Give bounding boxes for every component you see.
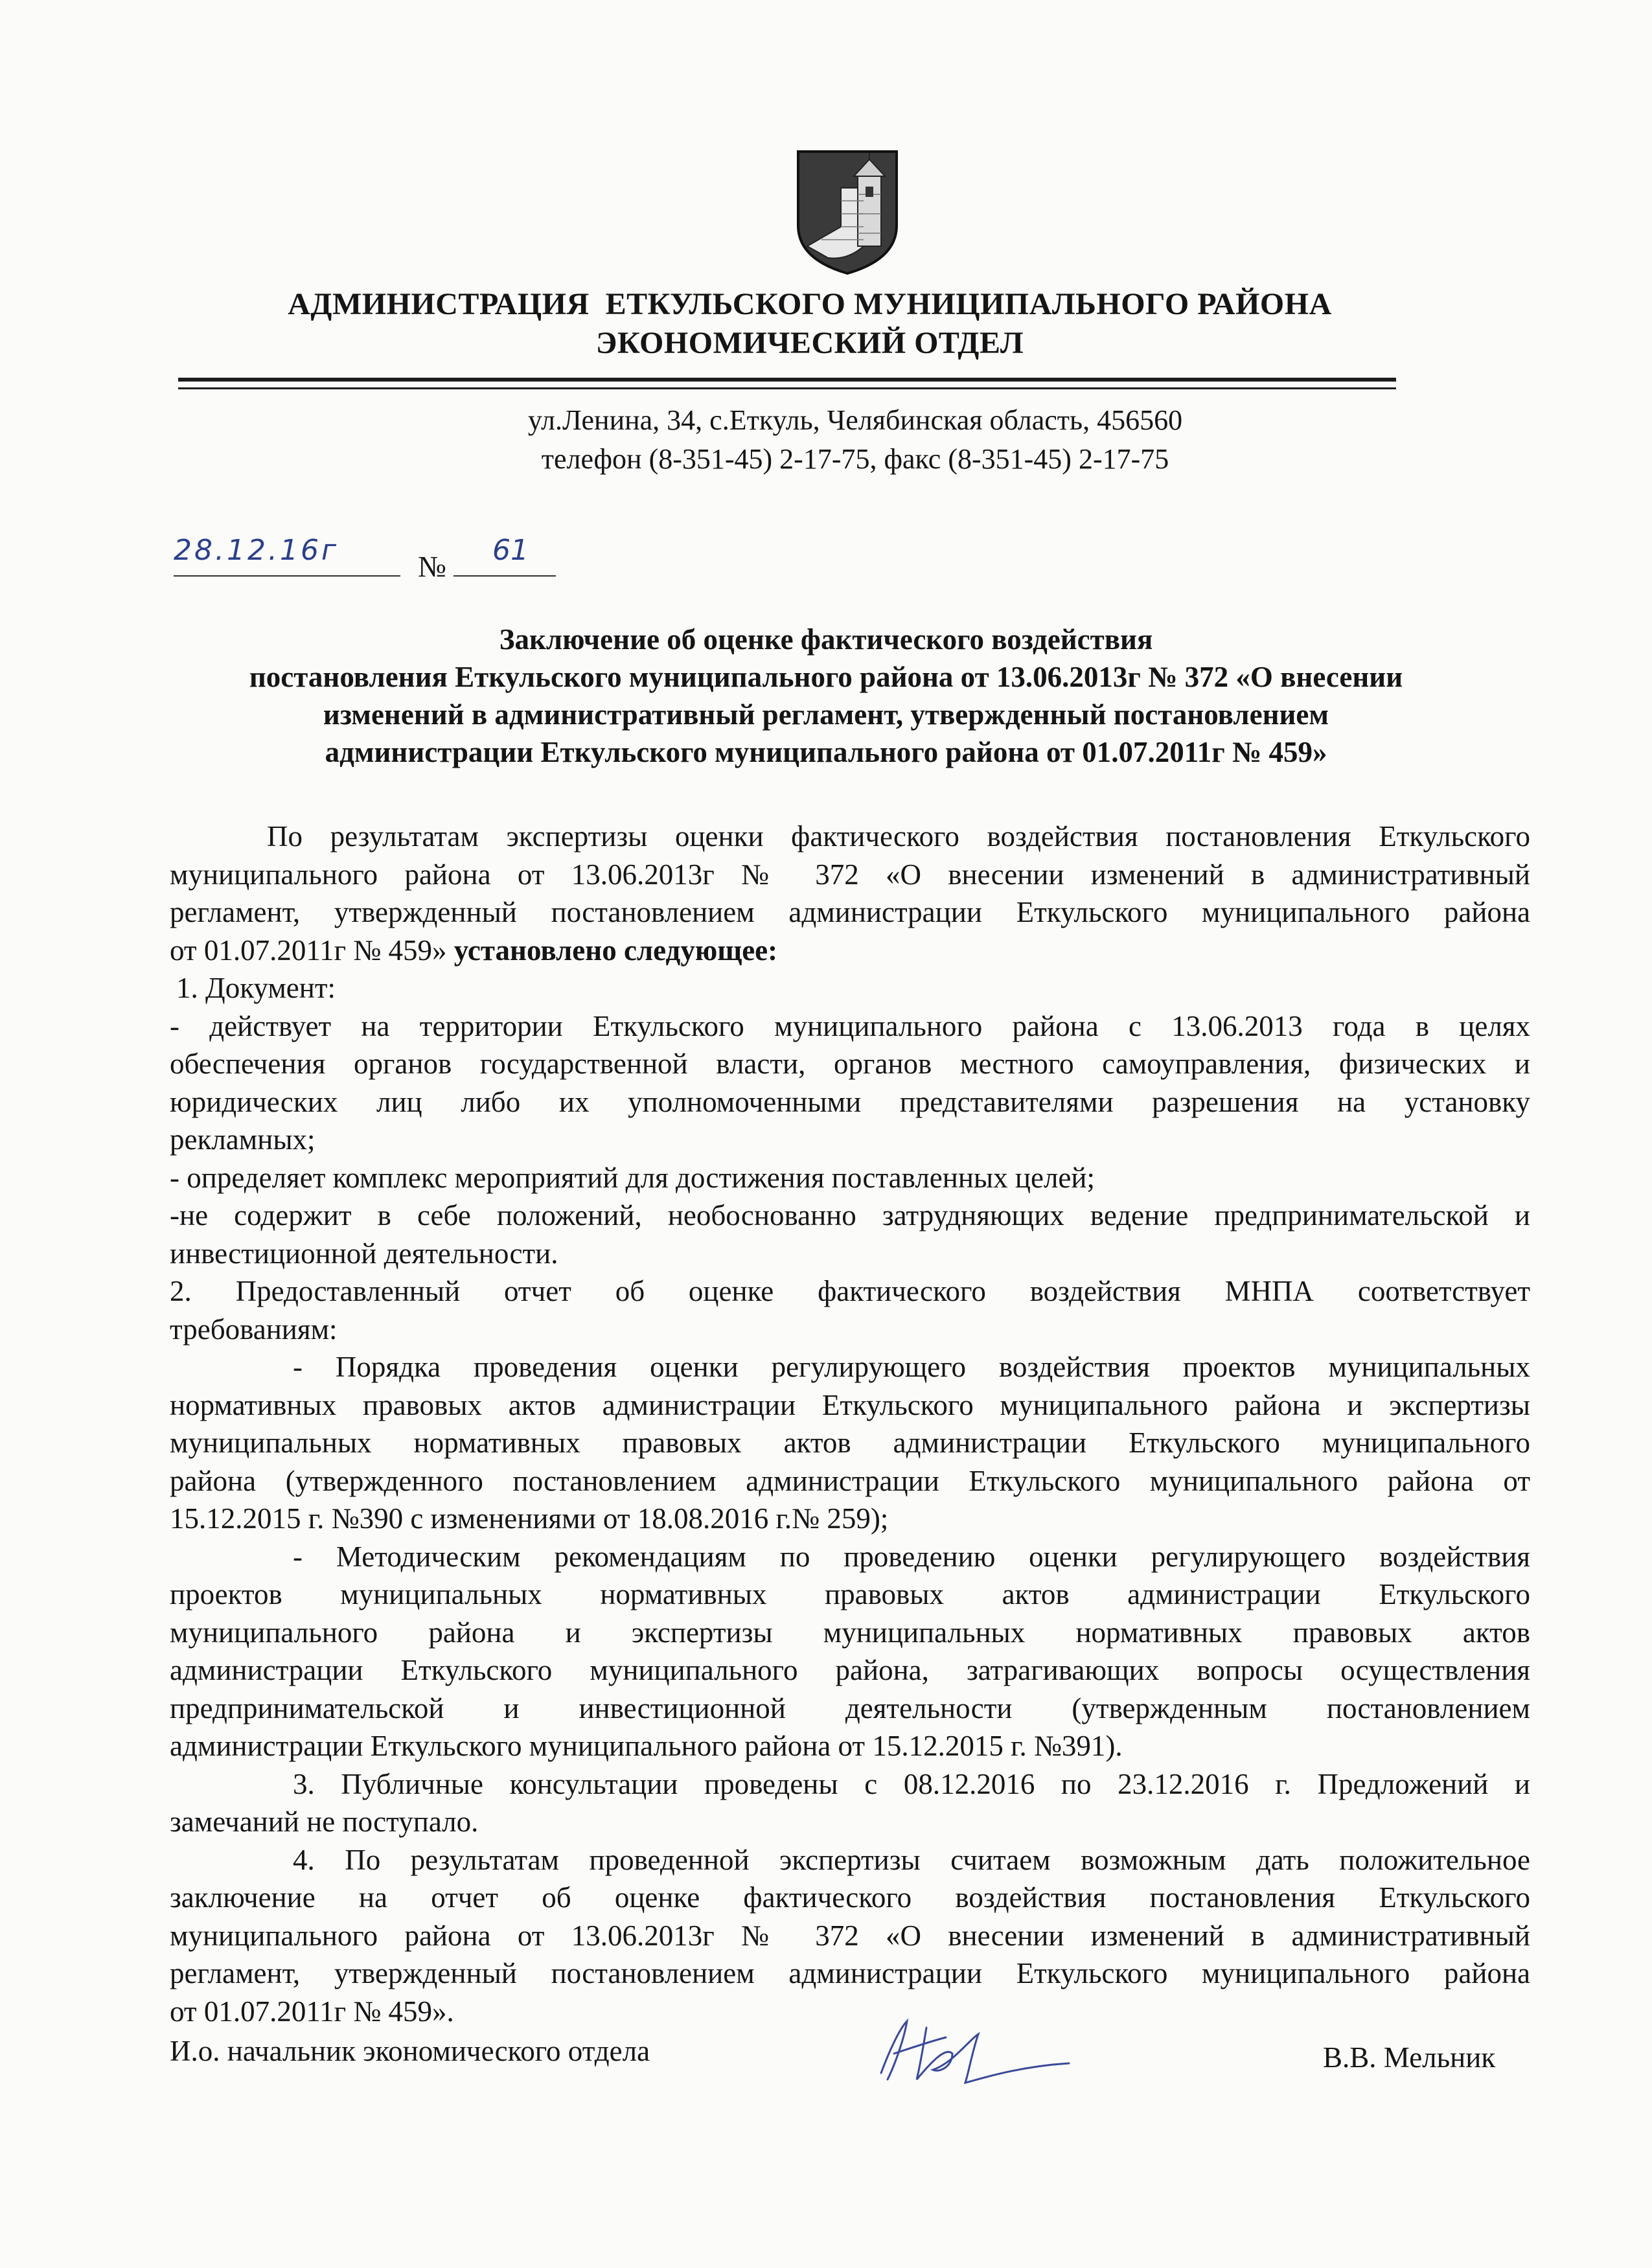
section-heading: 1. Документ: [176, 972, 336, 1004]
body-line: регламент, утвержденный постановлением администрации Еткульского муниципального района [170, 896, 1530, 928]
organization-name: АДМИНИСТРАЦИЯ ЕТКУЛЬСКОГО МУНИЦИПАЛЬНОГО РАЙОНА [288, 287, 1332, 321]
body-line: замечаний не поступало. [170, 1805, 479, 1838]
registration-number-underline [453, 575, 556, 577]
body-line: - Порядка проведения оценки регулирующего воздействия проектов муниципальных [293, 1351, 1530, 1383]
header-divider-thick [178, 378, 1396, 382]
body-line: 4. По результатам проведенной экспертизы считаем возможным дать положительное [293, 1843, 1530, 1876]
body-line: муниципальных нормативных правовых актов администрации Еткульского муниципального [170, 1426, 1530, 1459]
handwritten-signature-icon [855, 2002, 1088, 2099]
body-line: 15.12.2015 г. №390 с изменениями от 18.08.2016 г.№ 259); [170, 1502, 889, 1535]
body-line: - действует на территории Еткульского муниципального района с 13.06.2013 года в целях [170, 1009, 1530, 1042]
signatory-name: В.В. Мельник [1323, 2041, 1496, 2074]
intro-bold: установлено следующее: [453, 934, 778, 967]
department-name: ЭКОНОМИЧЕСКИЙ ОТДЕЛ [595, 326, 1024, 360]
body-line: администрации Еткульского муниципального района, затрагивающих вопросы осуществления [170, 1654, 1530, 1686]
contacts: телефон (8-351-45) 2-17-75, факс (8-351-45) 2-17-75 [541, 443, 1169, 475]
registration-number-sign: № [418, 550, 446, 583]
registration-date: 28.12.16г [174, 534, 339, 567]
body-line: инвестиционной деятельности. [170, 1237, 558, 1270]
body-line: муниципального района от 13.06.2013г № 372 «О внесении изменений в административный [170, 1919, 1530, 1952]
body-line: предпринимательской и инвестиционной деятельности (утвержденным постановлением [170, 1691, 1530, 1724]
address: ул.Ленина, 34, с.Еткуль, Челябинская область, 456560 [527, 404, 1183, 436]
body-line: - Методическим рекомендациям по проведению оценки регулирующего воздействия [293, 1540, 1530, 1573]
body-line: рекламных; [170, 1123, 315, 1156]
body-line: регламент, утвержденный постановлением администрации Еткульского муниципального района [170, 1957, 1530, 1989]
body-line: 2. Предоставленный отчет об оценке фактического воздействия МНПА соответствует [170, 1275, 1530, 1307]
title-line: администрации Еткульского муниципального района от 01.07.2011г № 459» [325, 736, 1327, 768]
body-line: По результатам экспертизы оценки фактического воздействия постановления Еткульского [267, 820, 1530, 853]
body-line: нормативных правовых актов администрации Еткульского муниципального района и экспертизы [170, 1388, 1530, 1421]
title-line: Заключение об оценке фактического воздействия [499, 623, 1153, 656]
document-title [181, 621, 1471, 771]
body-line: муниципального района от 13.06.2013г № 372 «О внесении изменений в административный [170, 858, 1530, 891]
registration-number: 61 [492, 534, 529, 567]
title-line: постановления Еткульского муниципального района от 13.06.2013г № 372 «О внесении [249, 661, 1403, 693]
body-line: - определяет комплекс мероприятий для достижения поставленных целей; [170, 1161, 1095, 1194]
body-line: 3. Публичные консультации проведены с 08.12.2016 по 23.12.2016 г. Предложений и [293, 1767, 1530, 1800]
body-line: района (утвержденного постановлением администрации Еткульского муниципального района от [170, 1464, 1530, 1497]
title-line: изменений в административный регламент, утвержденный постановлением [323, 698, 1329, 731]
body-line: муниципального района и экспертизы муниципальных нормативных правовых актов [170, 1616, 1530, 1649]
body-line: юридических лиц либо их уполномоченными представителями разрешения на установку [170, 1085, 1530, 1118]
body-line: заключение на отчет об оценке фактического воздействия постановления Еткульского [170, 1881, 1530, 1914]
body-line: требованиям: [170, 1312, 338, 1346]
body-line: проектов муниципальных нормативных правовых актов администрации Еткульского [170, 1578, 1530, 1610]
body-line: администрации Еткульского муниципального района от 15.12.2015 г. №391). [170, 1730, 1123, 1762]
body-line: -не содержит в себе положений, необоснованно затрудняющих ведение предпринимательской и [170, 1199, 1530, 1231]
document-body [170, 818, 1530, 2030]
coat-of-arms-icon [796, 149, 899, 276]
header-divider-thin [178, 387, 1396, 389]
body-line: обеспечения органов государственной власти, органов местного самоуправления, физических и [170, 1048, 1530, 1080]
registration-date-underline [174, 575, 400, 577]
intro-last: от 01.07.2011г № 459» [170, 934, 447, 967]
body-line [170, 932, 1530, 970]
signatory-position: И.о. начальник экономического отдела [170, 2035, 650, 2067]
body-line: от 01.07.2011г № 459». [170, 1995, 454, 2028]
